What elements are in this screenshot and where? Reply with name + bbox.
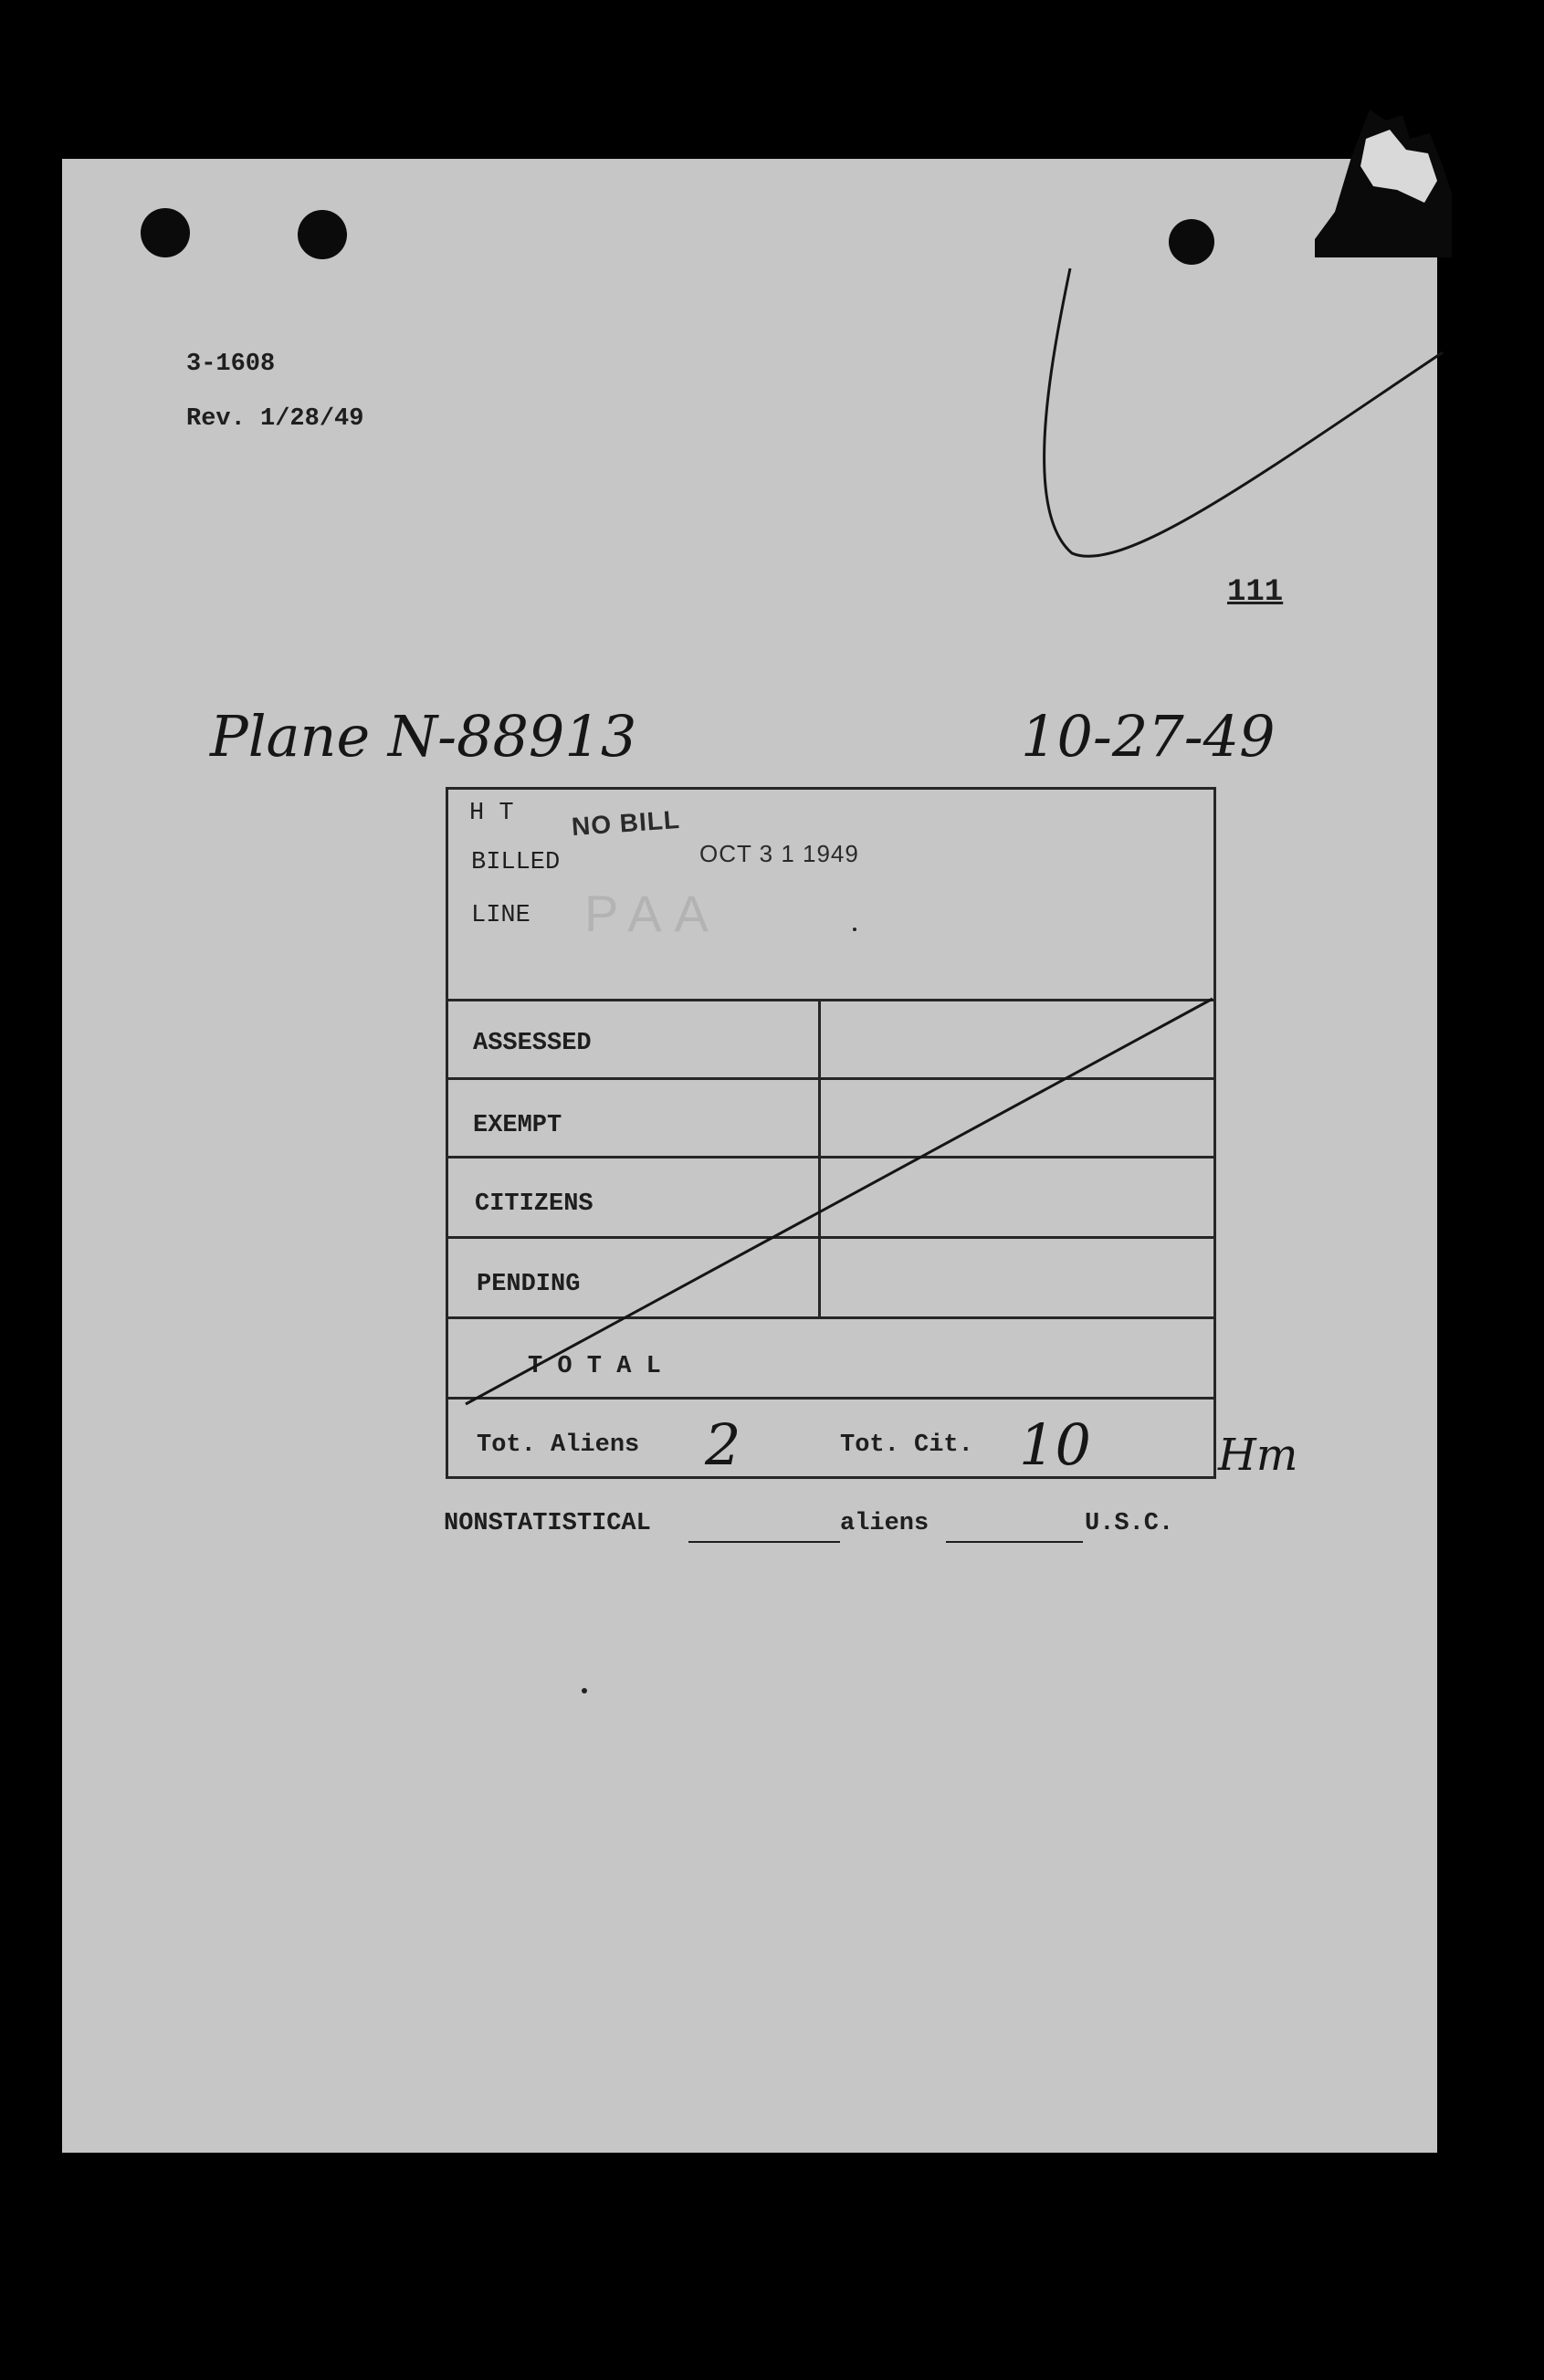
total-citizens-label: Tot. Cit. bbox=[840, 1431, 973, 1459]
ht-label: H T bbox=[469, 800, 514, 827]
row-label-exempt: EXEMPT bbox=[473, 1112, 562, 1139]
stray-dot bbox=[582, 1688, 587, 1693]
stray-dot-2 bbox=[853, 928, 856, 931]
page-number: 111 bbox=[1227, 575, 1284, 610]
form-number: 3-1608 bbox=[186, 351, 276, 378]
line-label: LINE bbox=[471, 902, 530, 929]
no-bill-stamp: NO BILL bbox=[571, 804, 681, 842]
total-label: T O T A L bbox=[528, 1353, 661, 1380]
total-aliens-label: Tot. Aliens bbox=[477, 1431, 640, 1459]
diagonal-strike-line bbox=[466, 999, 1213, 1404]
usc-label: U.S.C. bbox=[1085, 1510, 1174, 1537]
footer-aliens-label: aliens bbox=[840, 1510, 930, 1537]
total-aliens-value: 2 bbox=[705, 1411, 741, 1478]
row-label-citizens: CITIZENS bbox=[475, 1190, 593, 1218]
faint-line-value: PAA bbox=[584, 885, 721, 942]
check-mark-stroke bbox=[1045, 268, 1443, 556]
nonstatistical-label: NONSTATISTICAL bbox=[444, 1510, 651, 1537]
initials: Hm bbox=[1218, 1430, 1298, 1481]
handwritten-plane-number: Plane N-88913 bbox=[210, 703, 637, 770]
handwritten-date: 10-27-49 bbox=[1021, 703, 1276, 770]
row-label-assessed: ASSESSED bbox=[473, 1030, 592, 1057]
billed-label: BILLED bbox=[471, 849, 561, 876]
received-date-stamp: OCT 3 1 1949 bbox=[699, 840, 859, 867]
row-label-pending: PENDING bbox=[477, 1271, 581, 1298]
form-revision: Rev. 1/28/49 bbox=[186, 405, 364, 433]
total-citizens-value: 10 bbox=[1019, 1411, 1091, 1478]
